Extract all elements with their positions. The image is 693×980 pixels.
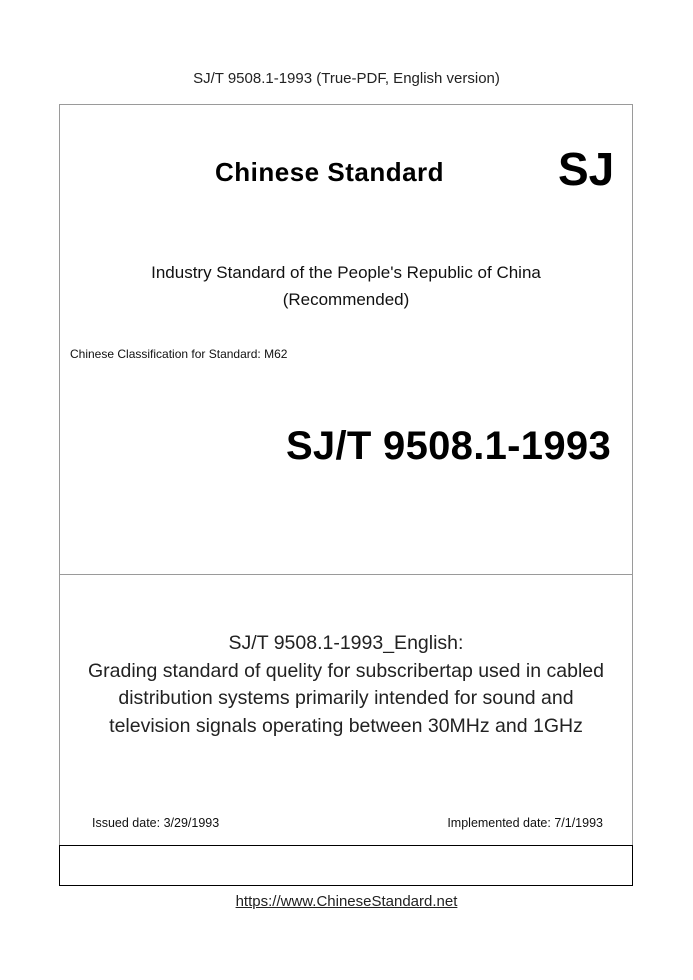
issued-date: Issued date: 3/29/1993: [92, 816, 220, 830]
document-title: [59, 630, 633, 740]
website-link[interactable]: https://www.ChineseStandard.net: [235, 893, 458, 910]
classification-label: Chinese Classification for Standard: M62: [70, 347, 288, 361]
document-title-line-1: SJ/T 9508.1-1993_English:: [228, 632, 464, 654]
section-divider: [59, 574, 633, 575]
document-title-line-4: television signals operating between 30MHz and 1GHz: [109, 714, 583, 737]
standard-code-logo: SJ: [558, 143, 615, 195]
standard-title: Chinese Standard: [215, 157, 445, 187]
footer: [0, 893, 693, 910]
industry-line-1: Industry Standard of the People's Republic of China: [151, 263, 541, 282]
cover-frame: [59, 104, 633, 886]
document-title-line-3: distribution systems primarily intended for sound and: [118, 687, 574, 709]
implemented-date: Implemented date: 7/1/1993: [447, 816, 603, 830]
industry-line-2: (Recommended): [282, 290, 410, 309]
document-title-line-2: Grading standard of quelity for subscribertap used in cabled: [88, 659, 604, 682]
page-header: SJ/T 9508.1-1993 (True-PDF, English version): [193, 70, 500, 87]
footer-box: [59, 845, 633, 886]
industry-statement: [59, 259, 633, 313]
standard-number: SJ/T 9508.1-1993: [285, 424, 611, 468]
